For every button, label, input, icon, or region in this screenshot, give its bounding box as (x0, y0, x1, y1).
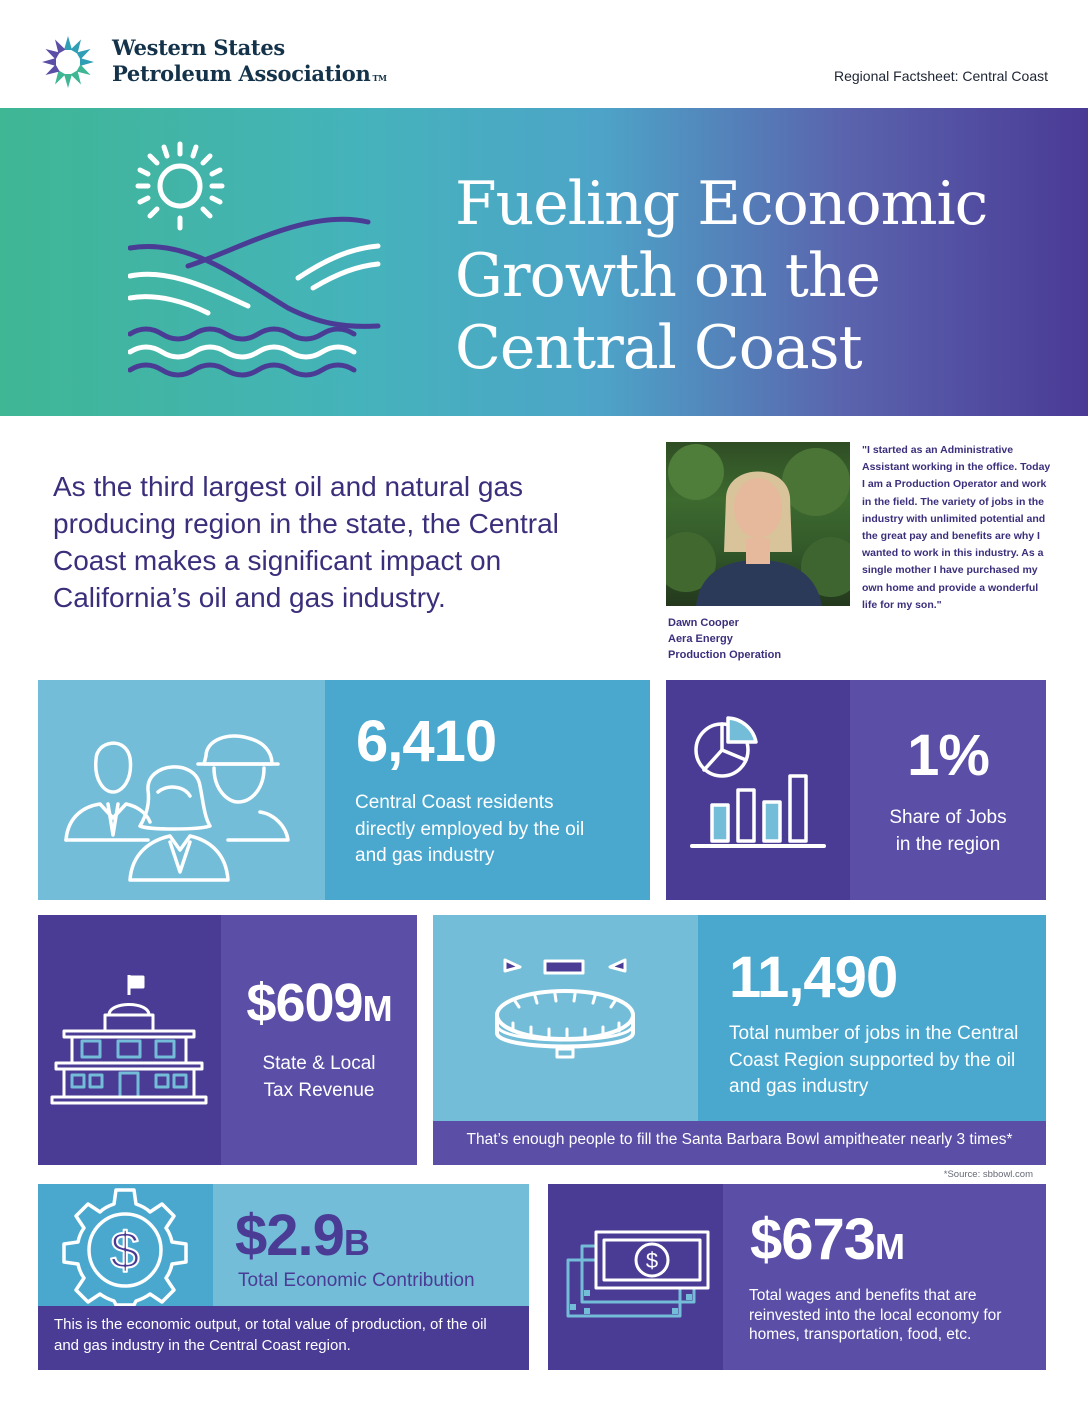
contribution-number (235, 1202, 369, 1269)
pie-bar-chart-icon (666, 680, 850, 900)
contribution-unit: B (343, 1222, 369, 1263)
factsheet-label: Regional Factsheet: Central Coast (834, 68, 1048, 84)
testimonial-role: Production Operation (668, 649, 782, 661)
testimonial-name: Dawn Cooper (668, 617, 739, 629)
wages-number (750, 1206, 904, 1273)
jobs-number: 11,490 (729, 945, 898, 1010)
intro-paragraph: As the third largest oil and natural gas producing region in the state, the Central Coast makes a significant impact on California’s oil and gas industry. (53, 471, 559, 613)
tax-label (221, 1051, 417, 1104)
tax-value: $609 (246, 973, 363, 1033)
share-label-line1: Share of Jobs (889, 807, 1007, 828)
page-title (455, 168, 1055, 384)
jobs-note: That’s enough people to fill the Santa Barbara Bowl ampitheater nearly 3 times* (466, 1131, 1013, 1148)
tax-label-line1: State & Local (262, 1053, 376, 1074)
share-label (850, 805, 1046, 858)
share-number: 1% (907, 723, 989, 788)
tax-label-line2: Tax Revenue (263, 1079, 375, 1101)
wages-label: Total wages and benefits that are reinvested into the local economy for homes, transportation, food, etc. (749, 1287, 1002, 1343)
title-line3: Central Coast (455, 313, 862, 383)
share-label-line2: in the region (895, 833, 1001, 855)
org-name-line1: Western States (112, 35, 285, 60)
contribution-desc: This is the economic output, or total value of production, of the oil and gas industry in the Central Coast region. (54, 1316, 487, 1354)
tax-unit: M (362, 988, 392, 1029)
org-name-line2: Petroleum Association (112, 61, 371, 86)
money-stack-icon (548, 1184, 723, 1370)
wages-unit: M (875, 1226, 905, 1267)
svg-text:$: $ (645, 1248, 659, 1273)
trademark-mark: TM (372, 73, 387, 83)
title-line2: Growth on the (455, 241, 881, 311)
residents-label: Central Coast residents directly employed by the oil and gas industry (355, 792, 585, 866)
title-line1: Fueling Economic (455, 169, 988, 239)
workers-group-icon (38, 680, 325, 900)
svg-text:$: $ (110, 1222, 140, 1280)
tax-panel (221, 915, 417, 1165)
capitol-building-icon (38, 915, 221, 1165)
sun-hills-waves-icon (128, 138, 382, 384)
testimonial-photo (666, 442, 850, 606)
source-note: *Source: sbbowl.com (943, 1169, 1033, 1180)
contribution-label: Total Economic Contribution (238, 1270, 475, 1291)
tax-number (221, 972, 417, 1034)
wages-value: $673 (750, 1207, 876, 1272)
residents-number: 6,410 (356, 709, 497, 774)
testimonial-quote: "I started as an Administrative Assistant working in the office. Today I am a Production Operator and work in the field. The variety of jobs in the industry with unlimited potential and the great pay and benefits are why I wanted to work in this industry. As a single mother I have purchased my own home and provide a wonderful life for my son." (862, 444, 1051, 611)
gear-dollar-icon (38, 1184, 213, 1306)
share-panel (850, 680, 1046, 900)
contribution-value: $2.9 (235, 1203, 344, 1268)
organization-name (112, 35, 387, 91)
starburst-logo-icon (40, 34, 96, 90)
stadium-icon (433, 915, 698, 1121)
jobs-label: Total number of jobs in the Central Coast Region supported by the oil and gas industry (729, 1023, 1019, 1097)
testimonial-company: Aera Energy (668, 633, 733, 645)
